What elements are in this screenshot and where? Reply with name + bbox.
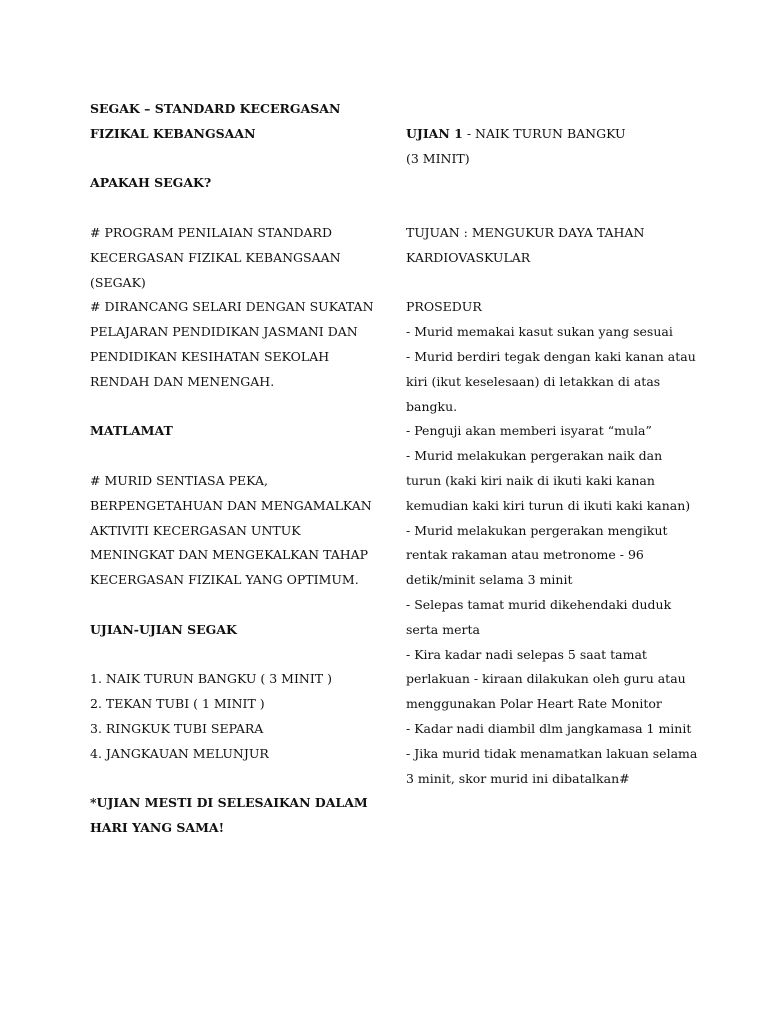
matlamat-line: BERPENGETAHUAN DAN MENGAMALKAN (90, 497, 372, 513)
prosedur-line: 3 minit, skor murid ini dibatalkan# (406, 770, 630, 786)
matlamat-line: KECERGASAN FIZIKAL YANG OPTIMUM. (90, 572, 359, 588)
ujian-list-item: 2. TEKAN TUBI ( 1 MINIT ) (90, 696, 265, 712)
prosedur-line: - Kadar nadi diambil dlm jangkamasa 1 minit (406, 720, 692, 736)
apakah-line: PENDIDIKAN KESIHATAN SEKOLAH (90, 348, 330, 364)
doc-title-line-2: FIZIKAL KEBANGSAAN (90, 125, 256, 141)
ujian1-heading (406, 122, 706, 147)
apakah-line: RENDAH DAN MENENGAH. (90, 373, 275, 389)
apakah-line: # DIRANCANG SELARI DENGAN SUKATAN (90, 299, 374, 315)
prosedur-line: - Selepas tamat murid dikehendaki duduk (406, 596, 672, 612)
prosedur-line: menggunakan Polar Heart Rate Monitor (406, 696, 662, 712)
prosedur-line: bangku. (406, 398, 458, 414)
ujian-list-item: 3. RINGKUK TUBI SEPARA (90, 720, 264, 736)
ujian1-label: UJIAN 1 (406, 125, 463, 141)
note-line-1: *UJIAN MESTI DI SELESAIKAN DALAM (90, 795, 368, 811)
doc-title-line-1: SEGAK – STANDARD KECERGASAN (90, 101, 341, 116)
left-column (90, 97, 380, 841)
ujian1-title: - NAIK TURUN BANGKU (462, 125, 626, 141)
matlamat-line: AKTIVITI KECERGASAN UNTUK (90, 522, 301, 538)
prosedur-line: turun (kaki kiri naik di ikuti kaki kanan (406, 472, 655, 488)
tujuan-line-2: KARDIOVASKULAR (406, 249, 531, 265)
ujian-heading: UJIAN-UJIAN SEGAK (90, 621, 237, 637)
prosedur-line: kiri (ikut keselesaan) di letakkan di atas (406, 373, 661, 389)
apakah-line: (SEGAK) (90, 274, 146, 290)
apakah-line: # PROGRAM PENILAIAN STANDARD (90, 224, 332, 240)
prosedur-line: - Penguji akan memberi isyarat “mula” (406, 423, 652, 439)
prosedur-line: - Kira kadar nadi selepas 5 saat tamat (406, 646, 647, 662)
tujuan-line-1: TUJUAN : MENGUKUR DAYA TAHAN (406, 224, 645, 240)
prosedur-heading: PROSEDUR (406, 299, 482, 315)
matlamat-line: MENINGKAT DAN MENGEKALKAN TAHAP (90, 547, 369, 563)
right-column (406, 97, 706, 791)
note-line-2: HARI YANG SAMA! (90, 820, 225, 836)
apakah-line: PELAJARAN PENDIDIKAN JASMANI DAN (90, 324, 358, 340)
prosedur-line: kemudian kaki kiri turun di ikuti kaki kanan) (406, 497, 691, 513)
prosedur-line: - Murid melakukan pergerakan mengikut (406, 522, 668, 538)
ujian1-duration: (3 MINIT) (406, 150, 470, 166)
apakah-heading: APAKAH SEGAK? (90, 175, 212, 191)
prosedur-line: perlakuan - kiraan dilakukan oleh guru atau (406, 671, 686, 687)
prosedur-line: - Murid memakai kasut sukan yang sesuai (406, 324, 673, 340)
prosedur-line: detik/minit selama 3 minit (406, 572, 573, 588)
ujian-list-item: 1. NAIK TURUN BANGKU ( 3 MINIT ) (90, 671, 332, 687)
prosedur-line: serta merta (406, 621, 480, 637)
matlamat-heading: MATLAMAT (90, 423, 173, 439)
ujian-list-item: 4. JANGKAUAN MELUNJUR (90, 745, 269, 761)
prosedur-line: - Murid berdiri tegak dengan kaki kanan atau (406, 348, 696, 364)
prosedur-line: rentak rakaman atau metronome - 96 (406, 547, 644, 563)
prosedur-line: - Murid melakukan pergerakan naik dan (406, 448, 663, 464)
matlamat-line: # MURID SENTIASA PEKA, (90, 472, 268, 488)
prosedur-line: - Jika murid tidak menamatkan lakuan selama (406, 745, 698, 761)
apakah-line: KECERGASAN FIZIKAL KEBANGSAAN (90, 249, 341, 265)
